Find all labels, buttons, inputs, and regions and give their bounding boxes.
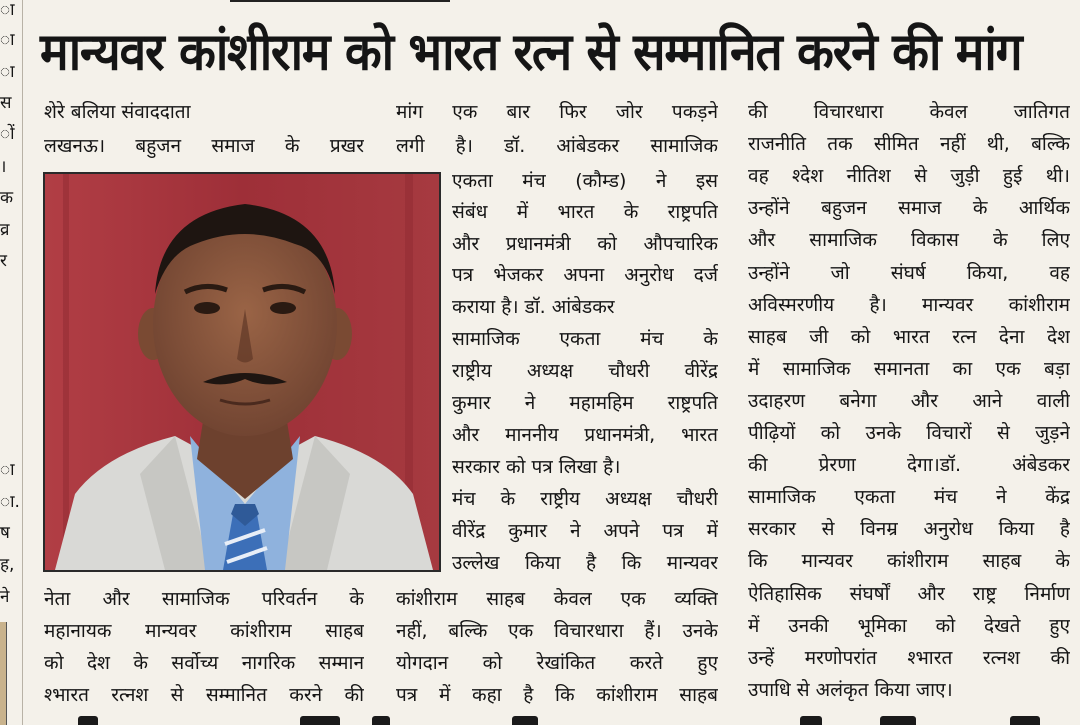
fragment-glyph: व्र xyxy=(0,220,10,240)
text-line: कराया है। डॉ. आंबेडकर xyxy=(452,296,615,318)
text-line: वह श्देश नीतिश से जुड़ी हुई थी। xyxy=(748,165,1070,188)
text-line: वीरेंद्र कुमार ने अपने पत्र में xyxy=(452,520,718,542)
text-line: उल्लेख किया है कि मान्यवर xyxy=(452,552,718,574)
text-line: सरकार को पत्र लिखा है। xyxy=(452,456,621,478)
text-line: उदाहरण बनेगा और आने वाली xyxy=(748,389,1070,412)
text-line: सरकार से विनम्र अनुरोध किया है xyxy=(748,518,1070,541)
byline: शेरे बलिया संवाददाता xyxy=(44,101,191,123)
text-line: कि मान्यवर कांशीराम साहब के xyxy=(748,550,1070,573)
text-line: उन्होंने बहुजन समाज के आर्थिक xyxy=(748,197,1070,220)
fragment-glyph: र xyxy=(0,251,7,271)
fragment-glyph: स xyxy=(0,93,12,113)
text-line: पीढ़ियों को उनके विचारों से जुड़ने xyxy=(748,422,1070,444)
column-rule xyxy=(22,0,23,725)
portrait-photo xyxy=(43,172,441,572)
fragment-glyph: ने xyxy=(0,587,10,607)
portrait-image xyxy=(45,174,439,570)
fragment-glyph: ह, xyxy=(0,555,15,575)
text-line: राष्ट्रीय अध्यक्ष चौधरी वीरेंद्र xyxy=(452,360,718,382)
text-line: संबंध में भारत के राष्ट्रपति xyxy=(452,201,718,223)
text-line: महानायक मान्यवर कांशीराम साहब xyxy=(44,620,364,642)
text-line: की विचारधारा केवल जातिगत xyxy=(748,101,1070,123)
text-line: और माननीय प्रधानमंत्री, भारत xyxy=(452,424,718,446)
text-line: को देश के सर्वोच्य नागरिक सम्मान xyxy=(44,652,364,674)
text-line: सामाजिक एकता मंच ने केंद्र xyxy=(748,486,1070,509)
text-line: उन्हें मरणोपरांत श्भारत रत्नश की xyxy=(748,646,1070,669)
text-line: श्भारत रत्नश से सम्मानित करने की xyxy=(44,684,364,706)
text-line: और प्रधानमंत्री को औपचारिक xyxy=(452,233,718,255)
fragment-glyph: ा xyxy=(0,0,15,20)
text-line: उन्होंने जो संघर्ष किया, वह xyxy=(748,261,1070,284)
headline: मान्यवर कांशीराम को भारत रत्न से सम्मानित करने की मांग xyxy=(40,21,1022,83)
text-line: मंच के राष्ट्रीय अध्यक्ष चौधरी xyxy=(452,488,718,510)
fragment-glyph: ा. xyxy=(0,492,20,512)
text-line: में सामाजिक समानता का एक बड़ा xyxy=(748,357,1070,380)
adjacent-ad-box xyxy=(0,622,7,725)
text-line: कुमार ने महामहिम राष्ट्रपति xyxy=(452,392,718,414)
top-cut-rule xyxy=(230,0,450,6)
text-line: पत्र में कहा है कि कांशीराम साहब xyxy=(396,684,718,706)
text-line: मांग एक बार फिर जोर पकड़ने xyxy=(396,101,718,123)
text-line: साहब जी को भारत रत्न देना देश xyxy=(748,325,1070,348)
text-line: योगदान को रेखांकित करते हुए xyxy=(396,652,718,674)
text-line: में उनकी भूमिका को देखते हुए xyxy=(748,614,1070,637)
fragment-glyph: ों xyxy=(0,124,15,144)
text-line: ऐतिहासिक संघर्षों और राष्ट्र निर्माण xyxy=(748,582,1070,605)
text-line: नेता और सामाजिक परिवर्तन के xyxy=(44,588,364,610)
text-line: अविस्मरणीय है। मान्यवर कांशीराम xyxy=(748,293,1070,316)
text-line: एकता मंच (कौम्ड) ने इस xyxy=(452,170,718,192)
text-line: सामाजिक एकता मंच के xyxy=(452,328,718,350)
text-line: और सामाजिक विकास के लिए xyxy=(748,229,1070,252)
fragment-glyph: ष xyxy=(0,523,10,543)
text-line: लखनऊ। बहुजन समाज के प्रखर xyxy=(44,135,364,157)
text-line: राजनीति तक सीमित नहीं थी, बल्कि xyxy=(748,133,1070,156)
fragment-glyph: क xyxy=(0,188,14,208)
text-line: कांशीराम साहब केवल एक व्यक्ति xyxy=(396,588,718,610)
text-line: उपाधि से अलंकृत किया जाए। xyxy=(748,678,953,701)
fragment-glyph: । xyxy=(0,157,7,177)
text-line: नहीं, बल्कि एक विचारधारा हैं। उनके xyxy=(396,620,718,642)
fragment-glyph: ा xyxy=(0,460,15,480)
fragment-glyph: ा xyxy=(0,30,15,50)
text-line: की प्रेरणा देगा।डॉ. अंबेडकर xyxy=(748,454,1070,477)
fragment-glyph: ा xyxy=(0,62,15,82)
text-line: पत्र भेजकर अपना अनुरोध दर्ज xyxy=(452,264,718,286)
text-line: लगी है। डॉ. आंबेडकर सामाजिक xyxy=(396,135,718,157)
adjacent-column-fragment xyxy=(0,0,22,725)
next-headline-fragment xyxy=(0,712,1080,725)
